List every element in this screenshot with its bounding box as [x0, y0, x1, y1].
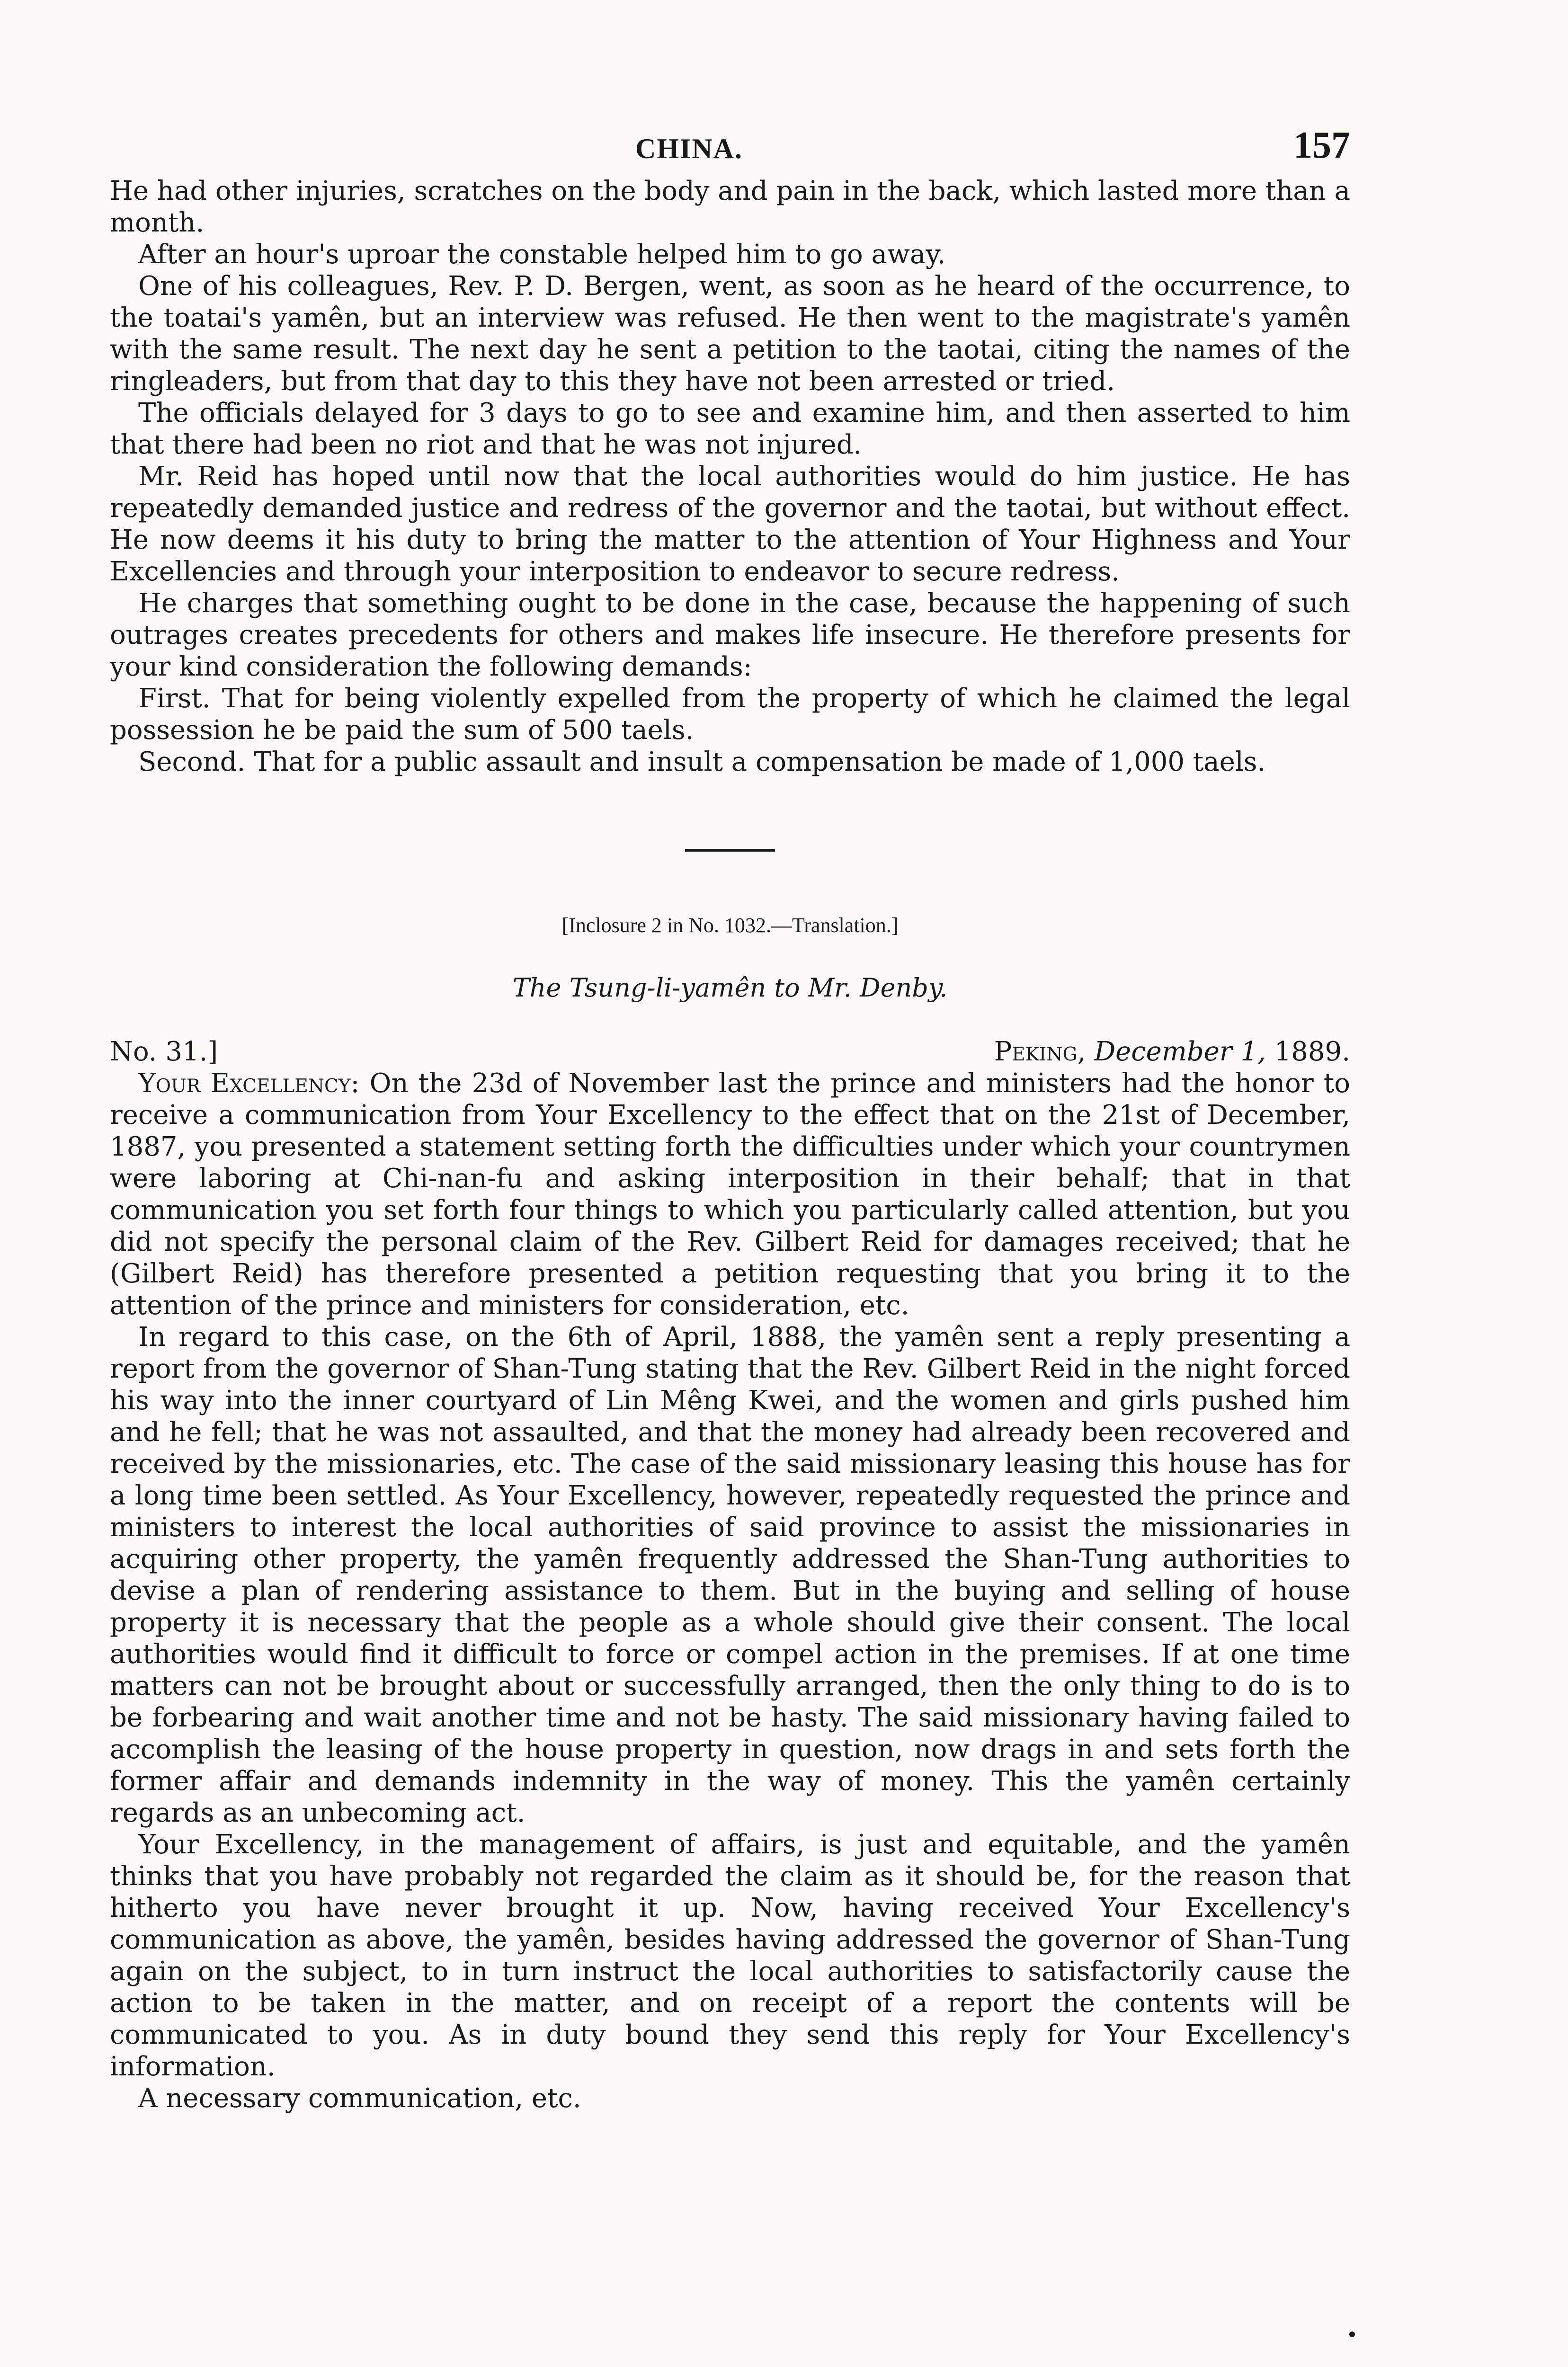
letter-paragraph: [110, 1068, 1350, 1321]
document-page: [110, 118, 1350, 2114]
paragraph: He charges that something ought to be done in the case, because the happening of such outrages creates precedents for others and makes life insecure. He therefore presents for your kind consideration the following demands:: [110, 588, 1350, 682]
running-header: [110, 118, 1350, 175]
top-section: [110, 175, 1350, 778]
paragraph: He had other injuries, scratches on the body and pain in the back, which lasted more than a month.: [110, 176, 1350, 238]
page-number: 157: [1293, 125, 1350, 166]
paragraph: Second. That for a public assault and insult a compensation be made of 1,000 taels.: [138, 747, 1266, 777]
dateline: [110, 1036, 1350, 1068]
letter-paragraph-text: On the 23d of November last the prince and ministers had the honor to receive a communication from Your Excellency to the effect that on the 21st of December, 1887, you presented a statement setting forth the difficulties under which your countrymen were laboring at Chi-nan-fu and asking interposition in their behalf; that in that communication you set forth four things to which you particularly called attention, but you did not specify the personal claim of the Rev. Gilbert Reid for damages received; that he (Gilbert Reid) has therefore presented a petition requesting that you bring it to the attention of the prince and ministers for consideration, etc.: [110, 1068, 1350, 1321]
inclosure-heading: [Inclosure 2 in No. 1032.—Translation.]: [561, 914, 899, 937]
paragraph: After an hour's uproar the constable helped him to go away.: [138, 239, 946, 270]
ink-dot: [1349, 2331, 1355, 2337]
letter-title: The Tsung-li-yamên to Mr. Denby.: [512, 973, 948, 1003]
salutation: Your Excellency:: [138, 1068, 360, 1099]
paragraph: The officials delayed for 3 days to go to see and examine him, and then asserted to him that there had been no riot and that he was not injured.: [110, 398, 1350, 460]
section-divider: [685, 849, 775, 852]
page-title: CHINA.: [635, 133, 743, 164]
date-month-day: December 1,: [1094, 1036, 1266, 1067]
paragraph: One of his colleagues, Rev. P. D. Bergen, went, as soon as he heard of the occurrence, to the toatai's yamên, but an interview was refused. He then went to the magistrate's yamên with the same result. The next day he sent a petition to the taotai, citing the names of the ringleaders, but from that day to this they have not been arrested or tried.: [110, 271, 1350, 397]
date-year: 1889.: [1274, 1036, 1350, 1067]
letter-date: [994, 1036, 1350, 1068]
letter-paragraph: In regard to this case, on the 6th of April, 1888, the yamên sent a reply presenting a report from the governor of Shan-Tung stating that the Rev. Gilbert Reid in the night forced his way into the inner courtyard of Lin Mêng Kwei, and the women and girls pushed him and he fell; that he was not assaulted, and that the money had already been recovered and received by the missionaries, etc. The case of the said missionary leasing this house has for a long time been settled. As Your Excellency, however, repeatedly requested the prince and ministers to interest the local authorities of said province to assist the missionaries in acquiring other property, the yamên frequently addressed the Shan-Tung authorities to devise a plan of rendering assistance to them. But in the buying and selling of house property it is necessary that the people as a whole should give their consent. The local authorities would find it difficult to force or compel action in the premises. If at one time matters can not be brought about or successfully arranged, then the only thing to do is to be forbearing and wait another time and not be hasty. The said missionary having failed to accomplish the leasing of the house property in question, now drags in and sets forth the former affair and demands indemnity in the way of money. This the yamên certainly regards as an unbecoming act.: [110, 1322, 1350, 1828]
letter-closing: A necessary communication, etc.: [138, 2083, 581, 2114]
date-place: Peking,: [994, 1036, 1086, 1067]
letter-body: [110, 1068, 1350, 2114]
letter-number: No. 31.]: [110, 1036, 218, 1067]
paragraph: Mr. Reid has hoped until now that the local authorities would do him justice. He has repeatedly demanded justice and redress of the governor and the taotai, but without effect. He now deems it his duty to bring the matter to the attention of Your Highness and Your Excellencies and through your interposition to endeavor to secure redress.: [110, 461, 1350, 587]
letter-paragraph: Your Excellency, in the management of affairs, is just and equitable, and the yamên thinks that you have probably not regarded the claim as it should be, for the reason that hitherto you have never brought it up. Now, having received Your Excellency's communication as above, the yamên, besides having addressed the governor of Shan-Tung again on the subject, to in turn instruct the local authorities to satisfactorily cause the action to be taken in the matter, and on receipt of a report the contents will be communicated to you. As in duty bound they send this reply for Your Excellency's information.: [110, 1829, 1350, 2082]
paragraph: First. That for being violently expelled from the property of which he claimed the legal possession he be paid the sum of 500 taels.: [110, 683, 1350, 746]
